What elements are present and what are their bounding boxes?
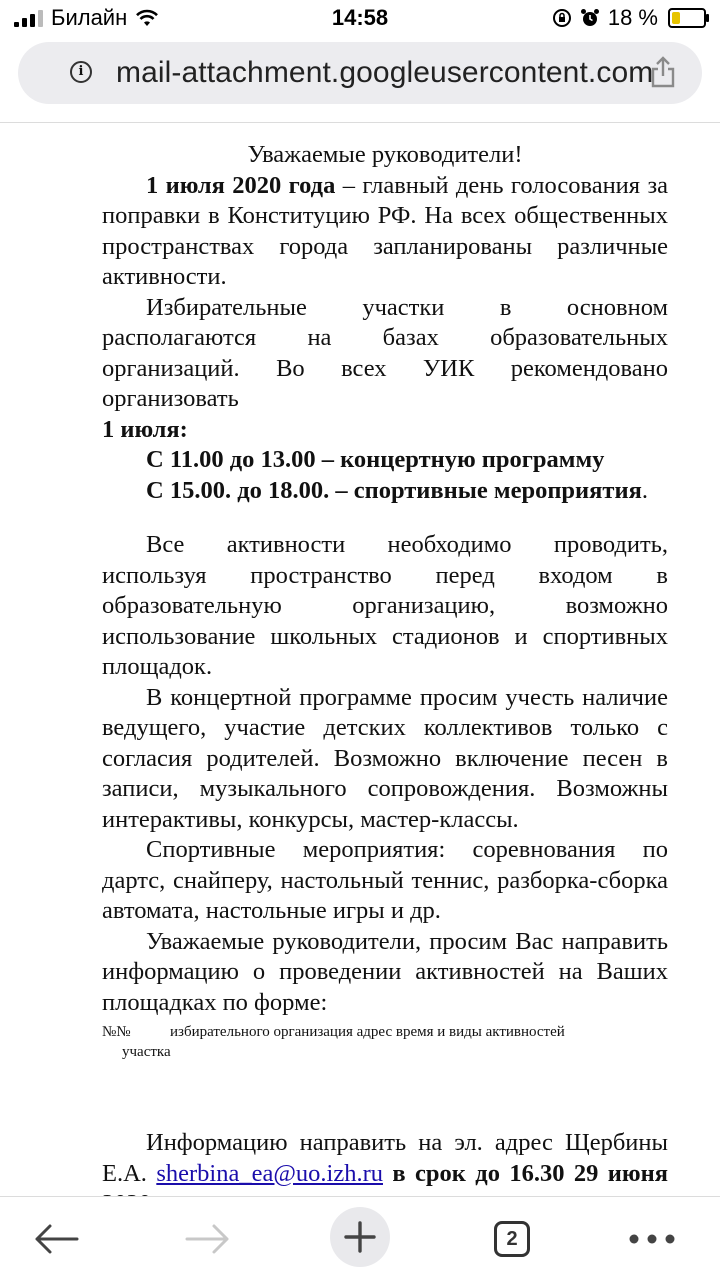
schedule-item-2: [102, 476, 668, 507]
schedule-item-2-text: С 15.00. до 18.00. – спортивные мероприятия: [146, 476, 642, 504]
paragraph-1-text: – главный день голосования за поправки в Конституцию РФ. На всех общественных пространствах города запланированы различные активности.: [102, 171, 668, 290]
document-body: [102, 140, 668, 1220]
back-button[interactable]: [26, 1211, 86, 1267]
paragraph-4: В концертной программе просим учесть наличие ведущего, участие детских коллективов только с согласия родителей. Возможно включение песен в записи, музыкального сопровождения. Возможны интерактивы, конкурсы, мастер-классы.: [102, 683, 668, 833]
bottom-toolbar: [0, 1196, 720, 1281]
new-tab-icon[interactable]: [330, 1207, 390, 1267]
url-text[interactable]: mail-attachment.googleusercontent.com: [116, 56, 654, 89]
paragraph-5: Спортивные мероприятия: соревнования по дартс, снайперу, настольный теннис, разборка-сборка автомата, настольные игры и др.: [102, 836, 668, 924]
new-tab-button[interactable]: [330, 1209, 390, 1265]
schedule-item-2-end: .: [641, 476, 648, 504]
form-col-station: участка: [122, 1044, 171, 1060]
carrier-name: Билайн: [51, 5, 128, 30]
header-divider: [0, 122, 720, 123]
back-arrow-icon[interactable]: [33, 1222, 79, 1256]
voting-date: 1 июля 2020 года: [146, 171, 336, 199]
more-icon[interactable]: [628, 1233, 676, 1245]
tabs-icon[interactable]: 2: [494, 1221, 530, 1257]
address-bar[interactable]: [18, 42, 702, 104]
forward-button[interactable]: [178, 1211, 238, 1267]
email-link[interactable]: sherbina_ea@uo.izh.ru: [156, 1159, 383, 1187]
form-col-fields: избирательного организация адрес время и виды активностей: [170, 1024, 565, 1040]
paragraph-3: Все активности необходимо проводить, используя пространство перед входом в образовательную организацию, возможно использование школьных стадионов и спортивных площадок.: [102, 531, 668, 680]
paragraph-1: [102, 171, 668, 293]
share-icon[interactable]: [650, 56, 676, 88]
more-button[interactable]: [622, 1211, 682, 1267]
status-right: [552, 5, 706, 31]
greeting: Уважаемые руководители!: [247, 141, 523, 168]
paragraph-6: Уважаемые руководители, просим Вас направить информацию о проведении активностей на Ваших площадках по форме:: [102, 927, 668, 1016]
form-table-header: [102, 1022, 668, 1066]
status-bar: [0, 0, 720, 36]
forward-arrow-icon[interactable]: [185, 1222, 231, 1256]
alarm-icon: [580, 8, 600, 28]
tabs-button[interactable]: [482, 1211, 542, 1267]
status-time: 14:58: [331, 5, 389, 30]
battery-percent: 18 %: [607, 5, 658, 30]
deadline-text: в срок до 16.30 29 июня: [392, 1159, 668, 1187]
paragraph-7-text: Информацию направить на эл. адрес Щербины Е.А.: [102, 1129, 668, 1187]
orientation-lock-icon: [552, 8, 572, 28]
date-line: 1 июля:: [102, 415, 188, 443]
schedule-item-1: С 11.00 до 13.00 – концертную программу: [146, 446, 605, 473]
info-icon[interactable]: i: [70, 61, 92, 83]
form-col-number: №№: [102, 1024, 131, 1040]
battery-charging-icon: [668, 8, 706, 28]
paragraph-2: Избирательные участки в основном располагаются на базах образовательных организаций. Во всех УИК рекомендовано организовать: [102, 293, 668, 412]
